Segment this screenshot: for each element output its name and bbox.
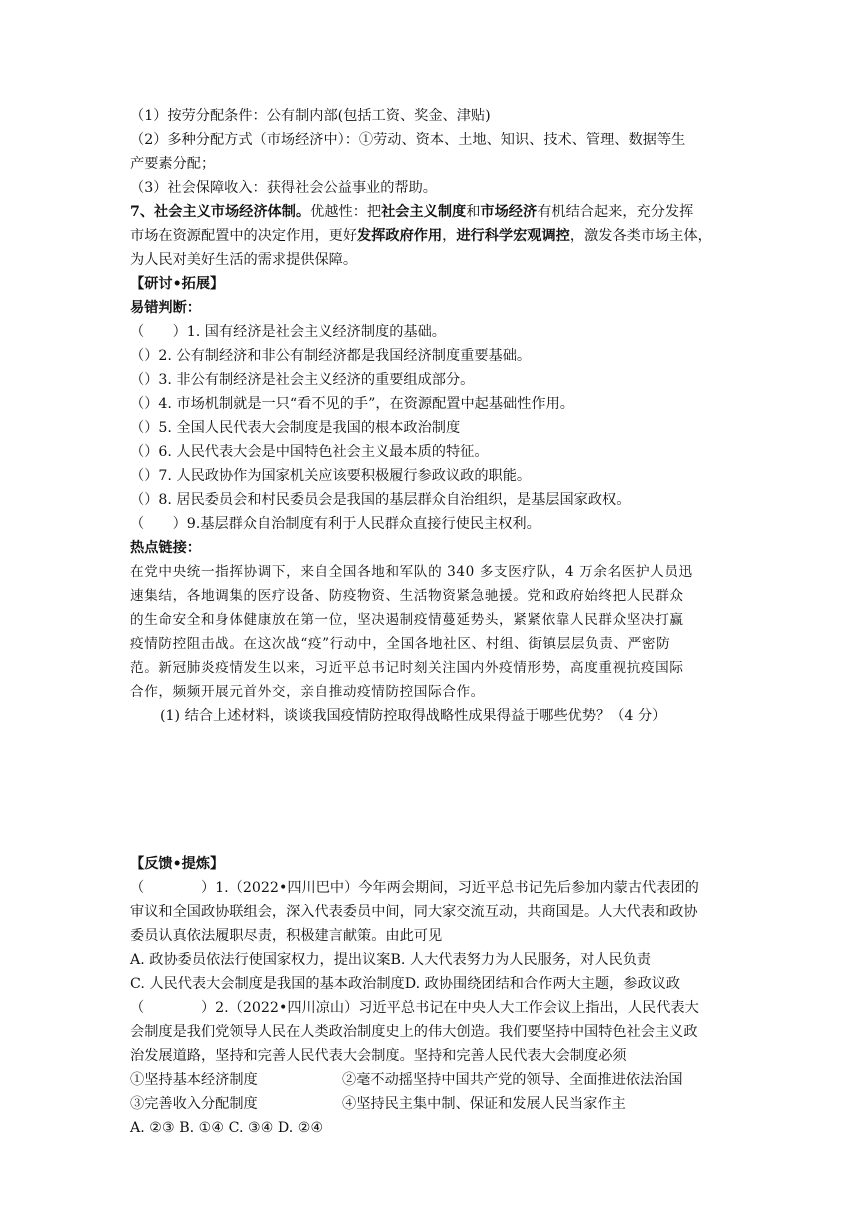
distribution-item-2-cont: 产要素分配； (130, 156, 216, 172)
market-economy-line-2 (130, 224, 712, 248)
bold-term: 进行科学宏观调控 (456, 228, 570, 244)
answer-options: A. 政协委员依法行使国家权力，提出议案B. 人大代表努力为人民服务，对人民负责 (130, 952, 652, 968)
judgement-item: （）6. 人民代表大会是中国特色社会主义最本质的特征。 (130, 444, 489, 460)
judgement-item: （）4. 市场机制就是一只“看不见的手”，在资源配置中起基础性作用。 (130, 396, 574, 412)
judgement-item: （ ）9.基层群众自治制度有利于人民群众直接行使民主权利。 (130, 516, 541, 532)
market-economy-line-1 (130, 200, 693, 224)
bold-term: 发挥政府作用 (357, 228, 443, 244)
feedback-heading: 【反馈•提炼】 (130, 856, 225, 872)
text-run: 市场在资源配置中的决定作用，更好 (130, 228, 358, 244)
error-judgement-heading: 易错判断： (130, 300, 201, 316)
material-line: 在党中央统一指挥协调下，来自全国各地和军队的 340 多支医疗队，4 万余名医护人员迅 (130, 564, 693, 580)
distribution-item-1: （1）按劳分配条件：公有制内部(包括工资、奖金、津贴) (130, 108, 491, 124)
judgement-item: （）3. 非公有制经济是社会主义经济的重要组成部分。 (130, 372, 475, 388)
statement-option-2: ②毫不动摇坚持中国共产党的领导、全面推进依法治国 (342, 1072, 683, 1088)
material-line: 的生命安全和身体健康放在第一位，坚决遏制疫情蔓延势头，紧紧依靠人民群众坚决打赢 (130, 612, 684, 628)
market-economy-title: 7、社会主义市场经济体制。 (130, 204, 311, 220)
material-line: 范。新冠肺炎疫情发生以来，习近平总书记时刻关注国内外疫情形势，高度重视抗疫国际 (130, 660, 684, 676)
judgement-item: （ ）1. 国有经济是社会主义经济制度的基础。 (130, 324, 446, 340)
text-run: ， (442, 228, 457, 244)
statement-option-3: ③完善收入分配制度 (130, 1096, 258, 1112)
hotspot-heading: 热点链接： (130, 540, 201, 556)
bold-term: 社会主义制度 (381, 204, 467, 220)
material-line: 疫情防控阻击战。在这次战“疫”行动中，全国各地社区、村组、街镇层层负责、严密防 (130, 636, 671, 652)
answer-options: C. 人民代表大会制度是我国的基本政治制度D. 政协围绕团结和合作两大主题，参政议政 (130, 976, 681, 992)
text-run: 优越性：把 (310, 204, 382, 220)
statement-option-1: ①坚持基本经济制度 (130, 1072, 258, 1088)
statement-option-4: ④坚持民主集中制、保证和发展人民当家作主 (342, 1096, 626, 1112)
judgement-item: （）7. 人民政协作为国家机关应该要积极履行参政议政的职能。 (130, 468, 532, 484)
answer-choices: A. ②③ B. ①④ C. ③④ D. ②④ (130, 1120, 324, 1136)
question-line: 委员认真依法履职尽责，积极建言献策。由此可见 (130, 928, 443, 944)
distribution-item-2: （2）多种分配方式（市场经济中）：①劳动、资本、土地、知识、技术、管理、数据等生 (130, 132, 686, 148)
question-line: 治发展道路，坚持和完善人民代表大会制度。坚持和完善人民代表大会制度必须 (130, 1048, 627, 1064)
question-line: （ ）1.（2022•四川巴中）今年两会期间，习近平总书记先后参加内蒙古代表团的 (130, 880, 699, 896)
bold-term: 市场经济 (480, 204, 538, 220)
judgement-item: （）2. 公有制经济和非公有制经济都是我国经济制度重要基础。 (130, 348, 532, 364)
market-economy-line-3: 为人民对美好生活的需求提供保障。 (130, 252, 358, 268)
question-line: 会制度是我们党领导人民在人类政治制度史上的伟大创造。我们要坚持中国特色社会主义政 (130, 1024, 698, 1040)
text-run: ，激发各类市场主体， (569, 228, 712, 244)
material-line: 速集结，各地调集的医疗设备、防疫物资、生活物资紧急驰援。党和政府始终把人民群众 (130, 588, 684, 604)
question-line: （ ）2.（2022•四川凉山）习近平总书记在中央人大工作会议上指出，人民代表大 (130, 1000, 699, 1016)
text-run: 和 (466, 204, 481, 220)
hotspot-question: (1) 结合上述材料，谈谈我国疫情防控取得战略性成果得益于哪些优势？（4 分） (160, 708, 667, 724)
text-run: 有机结合起来，充分发挥 (537, 204, 694, 220)
material-line: 合作，频频开展元首外交，亲自推动疫情防控国际合作。 (130, 684, 485, 700)
discuss-heading: 【研讨•拓展】 (130, 276, 225, 292)
question-line: 审议和全国政协联组会，深入代表委员中间，同大家交流互动，共商国是。人大代表和政协 (130, 904, 698, 920)
judgement-item: （）5. 全国人民代表大会制度是我国的根本政治制度 (130, 420, 461, 436)
distribution-item-3: （3）社会保障收入：获得社会公益事业的帮助。 (130, 180, 437, 196)
judgement-item: （）8. 居民委员会和村民委员会是我国的基层群众自治组织，是基层国家政权。 (130, 492, 631, 508)
